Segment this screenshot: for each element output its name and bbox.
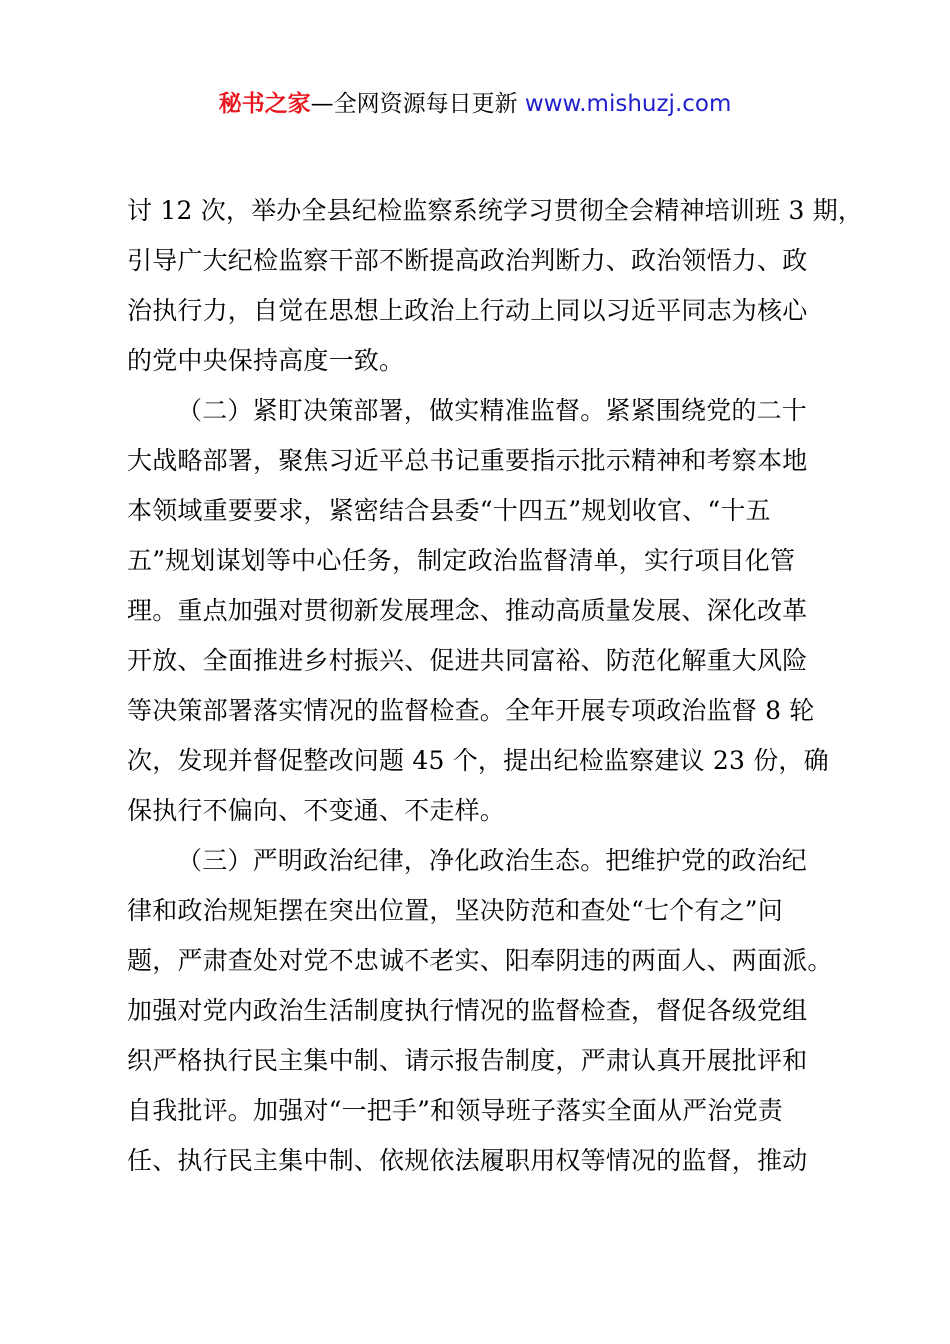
text-line: 等决策部署落实情况的监督检查。全年开展专项政治监督 8 轮 (127, 696, 815, 725)
text-line: 五”规划谋划等中心任务，制定政治监督清单，实行项目化管 (127, 546, 796, 575)
text-line: 讨 12 次，举办全县纪检监察系统学习贯彻全会精神培训班 3 期， (127, 196, 864, 225)
text-line: 开放、全面推进乡村振兴、促进共同富裕、防范化解重大风险 (127, 646, 808, 675)
section-three-heading-line: （三）严明政治纪律，净化政治生态。把维护党的政治纪 (177, 846, 808, 875)
text-line: 大战略部署，聚焦习近平总书记重要指示批示精神和考察本地 (127, 446, 808, 475)
text-line: 织严格执行民主集中制、请示报告制度，严肃认真开展批评和 (127, 1046, 808, 1075)
text-line: 本领域重要要求，紧密结合县委“十四五”规划收官、“十五 (127, 496, 771, 525)
text-line: 理。重点加强对贯彻新发展理念、推动高质量发展、深化改革 (127, 596, 808, 625)
text-line: 加强对党内政治生活制度执行情况的监督检查，督促各级党组 (127, 996, 808, 1025)
text-line: 律和政治规矩摆在突出位置，坚决防范和查处“七个有之”问 (127, 896, 783, 925)
header-url-link[interactable]: www.mishuzj.com (524, 91, 732, 117)
page-header (0, 86, 950, 122)
header-slogan: —全网资源每日更新 (310, 91, 518, 117)
text-line: 任、执行民主集中制、依规依法履职用权等情况的监督，推动 (127, 1146, 808, 1175)
document-body (127, 186, 864, 1186)
text-line: 的党中央保持高度一致。 (127, 346, 405, 375)
section-two-heading-line: （二）紧盯决策部署，做实精准监督。紧紧围绕党的二十 (177, 396, 808, 425)
text-line: 自我批评。加强对“一把手”和领导班子落实全面从严治党责 (127, 1096, 783, 1125)
header-brand: 秘书之家 (218, 91, 311, 117)
text-line: 保执行不偏向、不变通、不走样。 (127, 796, 506, 825)
text-line: 治执行力，自觉在思想上政治上行动上同以习近平同志为核心 (127, 296, 808, 325)
text-line: 次，发现并督促整改问题 45 个，提出纪检监察建议 23 份，确 (127, 746, 829, 775)
text-line: 引导广大纪检监察干部不断提高政治判断力、政治领悟力、政 (127, 246, 808, 275)
text-line: 题，严肃查处对党不忠诚不老实、阳奉阴违的两面人、两面派。 (127, 946, 833, 975)
